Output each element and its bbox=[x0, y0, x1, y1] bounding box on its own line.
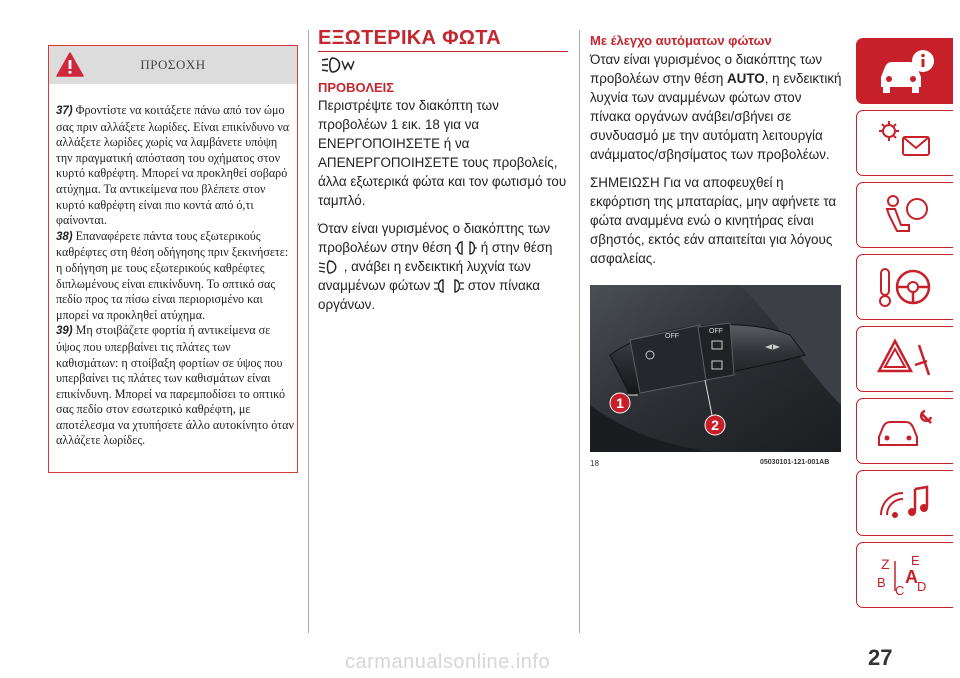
warning-text bbox=[56, 103, 294, 449]
headlights-paragraph-1: Περιστρέψτε τον διακόπτη των προβολέων 1 εικ. 18 για να ΕΝΕΡΓΟΠΟΙΗΣΕΤΕ ή να ΑΠΕΝΕΡΓΟΠΟΙΗΣΕΤΕ τους προβολείς, άλλα εξωτερικά φώτα και τον φωτισμό του ταμπλό. bbox=[318, 98, 567, 208]
airbag-icon bbox=[875, 191, 937, 239]
photo-label-1: 1 bbox=[616, 395, 624, 411]
alphabet-index-icon bbox=[875, 551, 937, 599]
tab-index[interactable] bbox=[856, 542, 953, 608]
column-divider-1 bbox=[308, 30, 309, 633]
svg-text:E: E bbox=[911, 553, 920, 568]
section-title-headlights: ΠΡΟΒΟΛΕΙΣ bbox=[318, 80, 395, 95]
tab-maintenance[interactable] bbox=[856, 398, 953, 464]
warning-title: ΠΡΟΣΟΧΗ bbox=[140, 57, 206, 72]
lights-on-indicator-icon bbox=[434, 279, 464, 293]
warning-item-38: 38) Επαναφέρετε πάντα τους εξωτερικούς καθρέφτες στη θέση οδήγησης πριν ξεκινήσετε: η οδήγηση με τους εξωτερικούς καθρέφτες διπλωμένους είναι επικίνδυνη. Το οπτικό σας πεδίο προς τα πίσω είναι περιορισμένο και μπορεί να προκληθεί ατύχημα. bbox=[56, 228, 289, 322]
svg-text:B: B bbox=[877, 575, 886, 590]
section-title-auto-lights: Με έλεγχο αυτόματων φώτων bbox=[590, 33, 772, 48]
figure-code: 05030101-121-001AB bbox=[760, 459, 830, 466]
svg-text:Z: Z bbox=[881, 556, 890, 572]
figure-number: 18 bbox=[590, 459, 599, 468]
tab-dashboard[interactable] bbox=[856, 38, 953, 104]
tab-starting-driving[interactable] bbox=[856, 254, 953, 320]
auto-lights-text bbox=[590, 50, 842, 268]
tab-multimedia[interactable] bbox=[856, 470, 953, 536]
tab-safety[interactable] bbox=[856, 110, 953, 176]
warning-item-39: 39) Μη στοιβάζετε φορτία ή αντικείμενα σε ύψος που υπερβαίνει τις πλάτες των καθισμάτων: η στοίβαξη φορτίων σε ύψος που υπερβαίνει τις πλάτες των καθισμάτων είναι επικίνδυνη. Μπορεί να παρεμποδίσει το οπτικό σας πεδίο στον εσωτερικό καθρέφτη, με αποτέλεσμα να χτυπήσετε άλλο αυτοκίνητο όταν αλλάζετε λωρίδες. bbox=[56, 323, 294, 448]
photo-off-label-1: OFF bbox=[665, 333, 679, 340]
photo-off-label-2: OFF bbox=[709, 328, 723, 335]
steering-wheel-icon bbox=[875, 263, 937, 311]
warning-item-37: 37) Φροντίστε να κοιτάξετε πάνω από τον ώμο σας πριν αλλάξετε λωρίδες. Είναι επικίνδυνο να αλλάξετε λωρίδες χωρίς να λαμβάνετε υπόψη την πραγματική απόσταση του οχήματος στον κυρτό καθρέφτη. Μπορεί να προκληθεί σοβαρό ατύχημα. Τα αντικείμενα που βλέπετε στον κυρτό καθρέφτη είναι πιο κοντά από ό,τι φαίνονται. bbox=[56, 103, 290, 228]
car-info-icon bbox=[875, 47, 937, 95]
warning-box bbox=[48, 45, 298, 473]
headlights-text bbox=[318, 96, 570, 314]
low-beam-icon bbox=[318, 260, 340, 274]
photo-label-2: 2 bbox=[711, 417, 719, 433]
headlight-switch-photo bbox=[590, 285, 841, 452]
svg-text:A: A bbox=[905, 567, 918, 587]
title-rule bbox=[318, 51, 568, 52]
multimedia-icon bbox=[875, 479, 937, 527]
section-title: ΕΞΩΤΕΡΙΚΑ ΦΩΤΑ bbox=[318, 27, 501, 49]
page-number: 27 bbox=[868, 645, 893, 670]
warning-header bbox=[49, 46, 297, 84]
watermark: carmanualsonline.info bbox=[345, 651, 551, 673]
parking-light-icon bbox=[455, 241, 477, 255]
svg-text:D: D bbox=[917, 579, 927, 594]
emergency-triangle-icon bbox=[875, 335, 937, 383]
tab-seats[interactable] bbox=[856, 182, 953, 248]
note-paragraph: ΣΗΜΕΙΩΣΗ Για να αποφευχθεί η εκφόρτιση της μπαταρίας, μην αφήνετε τα φώτα αναμμένα ενώ ο κινητήρας είναι σβηστός, εκτός εάν απαιτείται για λόγους ασφαλείας. bbox=[590, 175, 837, 266]
column-divider-2 bbox=[579, 30, 580, 633]
tab-emergency[interactable] bbox=[856, 326, 953, 392]
headlight-icon bbox=[318, 55, 358, 75]
car-wrench-icon bbox=[875, 407, 937, 455]
headlights-paragraph-2: Όταν είναι γυρισμένος ο διακόπτης των προβολέων στην θέση ή στην θέση , ανάβει η ενδεικτική λυχνία των αναμμένων φώτων στον πίνακα οργάνων. bbox=[318, 221, 553, 312]
svg-text:C: C bbox=[895, 583, 905, 598]
seatbelt-light-icon bbox=[875, 119, 937, 167]
auto-lights-paragraph-1: Όταν είναι γυρισμένος ο διακόπτης των προβολέων στην θέση AUTO, η ενδεικτική λυχνία των αναμμένων φώτων στον πίνακα οργάνων ανάβει/σβήνει σε συνδυασμό με την αυτόματη λειτουργία ανάμματος/σβησίματος των προβολέων. bbox=[590, 52, 842, 162]
